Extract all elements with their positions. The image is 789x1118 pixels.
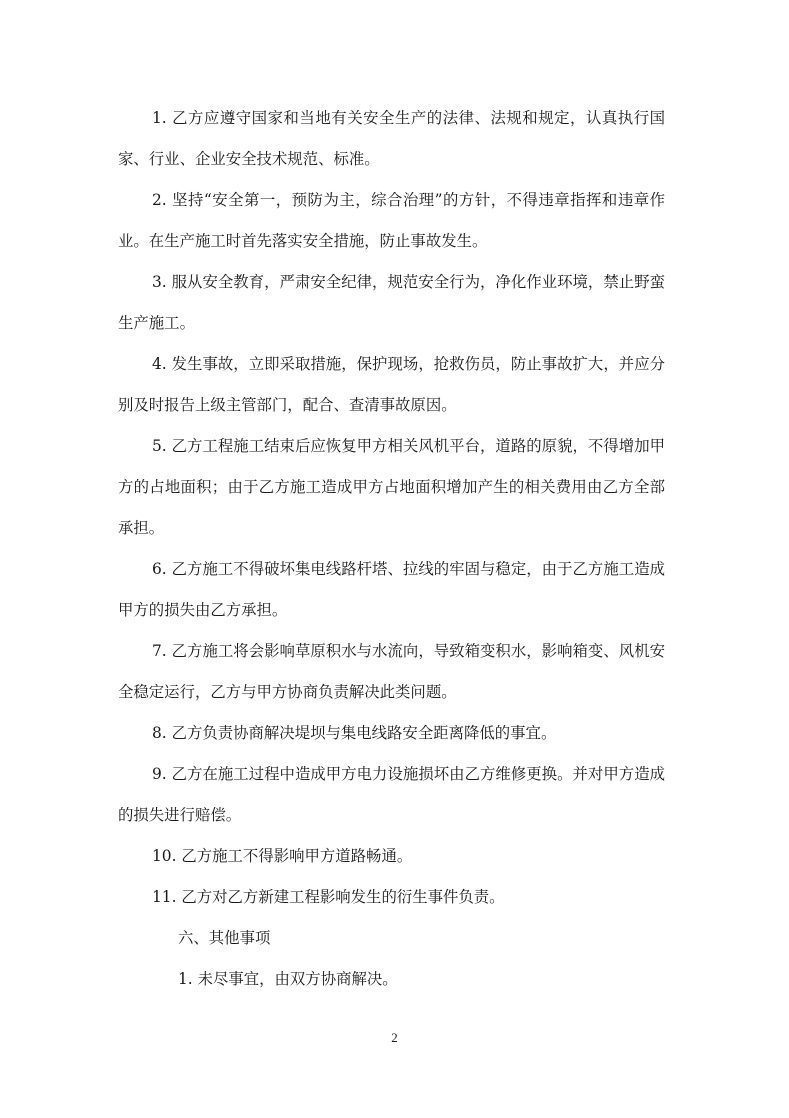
clause-6: 6. 乙方施工不得破坏集电线路杆塔、拉线的牢固与稳定，由于乙方施工造成甲方的损失由乙方承担。: [118, 560, 665, 619]
page-number: 2: [391, 1030, 398, 1045]
clause-5: 5. 乙方工程施工结束后应恢复甲方相关风机平台，道路的原貌，不得增加甲方的占地面积；由于乙方施工造成甲方占地面积增加产生的相关费用由乙方全部承担。: [118, 437, 665, 537]
section-heading: 六、其他事项: [178, 929, 271, 947]
document-body: [118, 98, 665, 1000]
section-item-1: 1. 未尽事宜，由双方协商解决。: [178, 970, 398, 988]
clause-7: 7. 乙方施工将会影响草原积水与水流向，导致箱变积水，影响箱变、风机安全稳定运行，乙方与甲方协商负责解决此类问题。: [118, 642, 665, 701]
clause-3: 3. 服从安全教育，严肃安全纪律，规范安全行为，净化作业环境，禁止野蛮生产施工。: [118, 273, 665, 332]
clause-1: 1. 乙方应遵守国家和当地有关安全生产的法律、法规和规定，认真执行国家、行业、企业安全技术规范、标准。: [118, 109, 665, 168]
clause-11: 11. 乙方对乙方新建工程影响发生的衍生事件负责。: [152, 888, 505, 906]
clause-8: 8. 乙方负责协商解决堤坝与集电线路安全距离降低的事宜。: [152, 724, 557, 742]
clause-2: 2. 坚持“安全第一，预防为主，综合治理”的方针，不得违章指挥和违章作业。在生产施工时首先落实安全措施，防止事故发生。: [118, 191, 665, 250]
clause-10: 10. 乙方施工不得影响甲方道路畅通。: [152, 847, 413, 865]
clause-4: 4. 发生事故，立即采取措施，保护现场，抢救伤员，防止事故扩大，并应分别及时报告上级主管部门，配合、查清事故原因。: [118, 355, 665, 414]
clause-9: 9. 乙方在施工过程中造成甲方电力设施损坏由乙方维修更换。并对甲方造成的损失进行赔偿。: [118, 765, 665, 824]
